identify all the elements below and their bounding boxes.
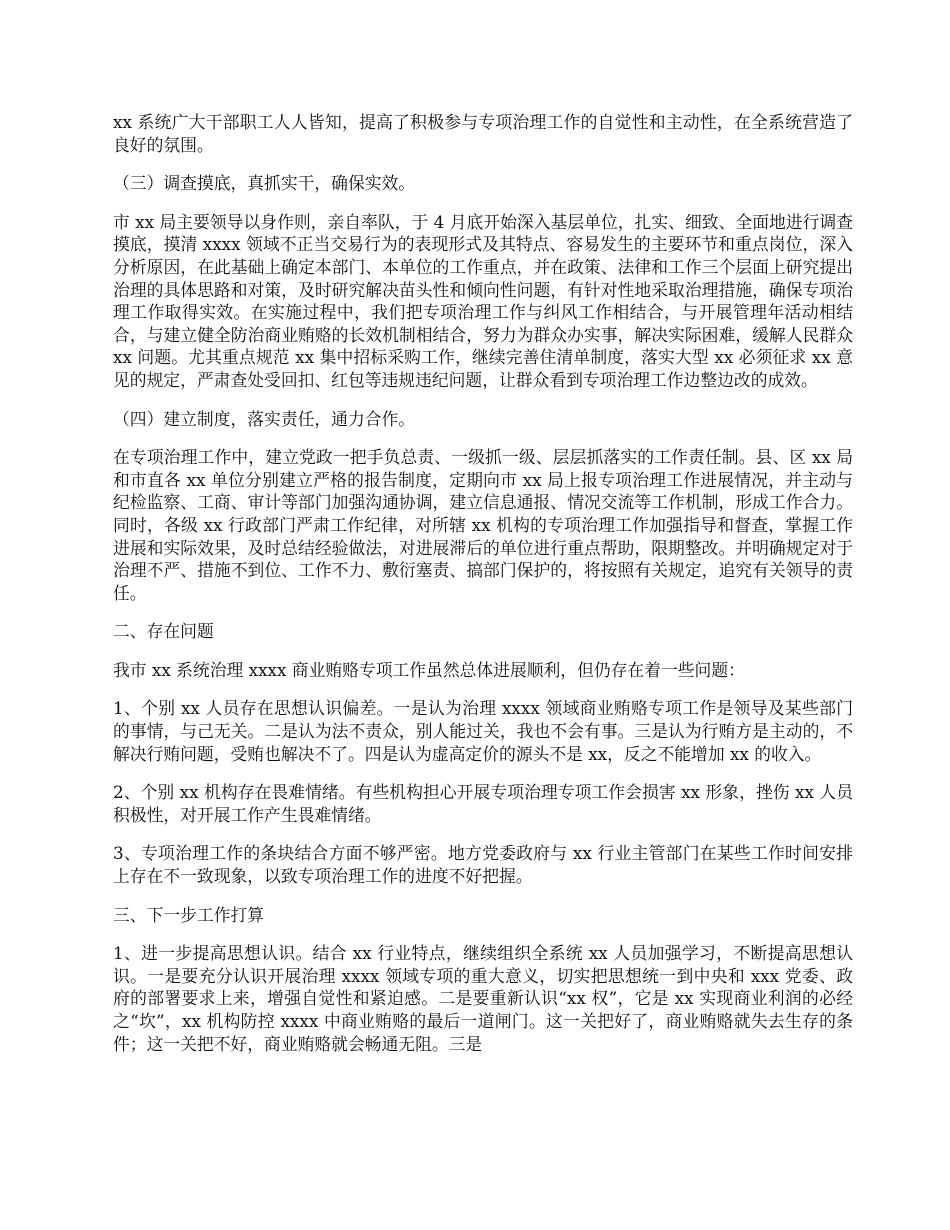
section-heading-investigation: （三）调查摸底，真抓实干，确保实效。 (113, 173, 416, 194)
document-page (113, 111, 853, 1071)
paragraph-system-responsibility: 在专项治理工作中，建立党政一把手负总责、一级抓一级、层层抓落实的工作责任制。县、区 xx 局和市直各 xx 单位分别建立严格的报告制度，定期向市 xx 局上报专项治理工作进展情况，并主动与纪检监察、工商、审计等部门加强沟通协调，建立信息通报、情况交流等工作机制，形成工作合力。同时，各级 xx 行政部门严肃工作纪律，对所辖 xx 机构的专项治理工作加强指导和督查，掌握工作进展和实际效果，及时总结经验做法，对进展滞后的单位进行重点帮助，限期整改。并明确规定对于治理不严、措施不到位、工作不力、敷衍塞责、搞部门保护的，将按照有关规定，追究有关领导的责任。 (113, 447, 853, 603)
section-heading-problems: 二、存在问题 (113, 621, 214, 642)
paragraph-problems-intro: 我市 xx 系统治理 xxxx 商业贿赂专项工作虽然总体进展顺利，但仍存在着一些问题： (113, 659, 745, 680)
paragraph-problem-3: 3、专项治理工作的条块结合方面不够严密。地方党委政府与 xx 行业主管部门在某些工作时间安排上存在不一致现象，以致专项治理工作的进度不好把握。 (113, 843, 853, 887)
section-heading-system-responsibility: （四）建立制度，落实责任，通力合作。 (113, 408, 416, 429)
section-heading-next-steps: 三、下一步工作打算 (113, 904, 265, 925)
paragraph-problem-1: 1、个别 xx 人员存在思想认识偏差。一是认为治理 xxxx 领域商业贿赂专项工作是领导及某些部门的事情，与己无关。二是认为法不责众，别人能过关，我也不会有事。三是认为行贿方是主动的，不解决行贿问题，受贿也解决不了。四是认为虚高定价的源头不是 xx，反之不能增加 xx 的收入。 (113, 698, 853, 764)
paragraph-next-step-1: 1、进一步提高思想认识。结合 xx 行业特点，继续组织全系统 xx 人员加强学习，不断提高思想认识。一是要充分认识开展治理 xxxx 领域专项的重大意义，切实把思想统一到中央和 xxx 党委、政府的部署要求上来，增强自觉性和紧迫感。二是要重新认识“xx 权”，它是 xx 实现商业利润的必经之“坎”，xx 机构防控 xxxx 中商业贿赂的最后一道闸门。这一关把好了，商业贿赂就失去生存的条件；这一关把不好，商业贿赂就会畅通无阻。三是 (113, 943, 853, 1054)
paragraph-investigation: 市 xx 局主要领导以身作则，亲自率队，于 4 月底开始深入基层单位，扎实、细致、全面地进行调查摸底，摸清 xxxx 领域不正当交易行为的表现形式及其特点、容易发生的主要环节和重点岗位，深入分析原因，在此基础上确定本部门、本单位的工作重点，并在政策、法律和工作三个层面上研究提出治理的具体思路和对策，及时研究解决苗头性和倾向性问题，有针对性地采取治理措施，确保专项治理工作取得实效。在实施过程中，我们把专项治理工作与纠风工作相结合，与开展管理年活动相结合，与建立健全防治商业贿赂的长效机制相结合，努力为群众办实事，解决实际困难，缓解人民群众 xx 问题。尤其重点规范 xx 集中招标采购工作，继续完善住清单制度，落实大型 xx 必须征求 xx 意见的规定，严肃查处受回扣、红包等违规违纪问题，让群众看到专项治理工作边整边改的成效。 (113, 211, 853, 390)
paragraph-problem-2: 2、个别 xx 机构存在畏难情绪。有些机构担心开展专项治理专项工作会损害 xx 形象，挫伤 xx 人员积极性，对开展工作产生畏难情绪。 (113, 782, 853, 825)
paragraph-intro-continuation: xx 系统广大干部职工人人皆知，提高了积极参与专项治理工作的自觉性和主动性，在全系统营造了良好的氛围。 (113, 112, 853, 155)
